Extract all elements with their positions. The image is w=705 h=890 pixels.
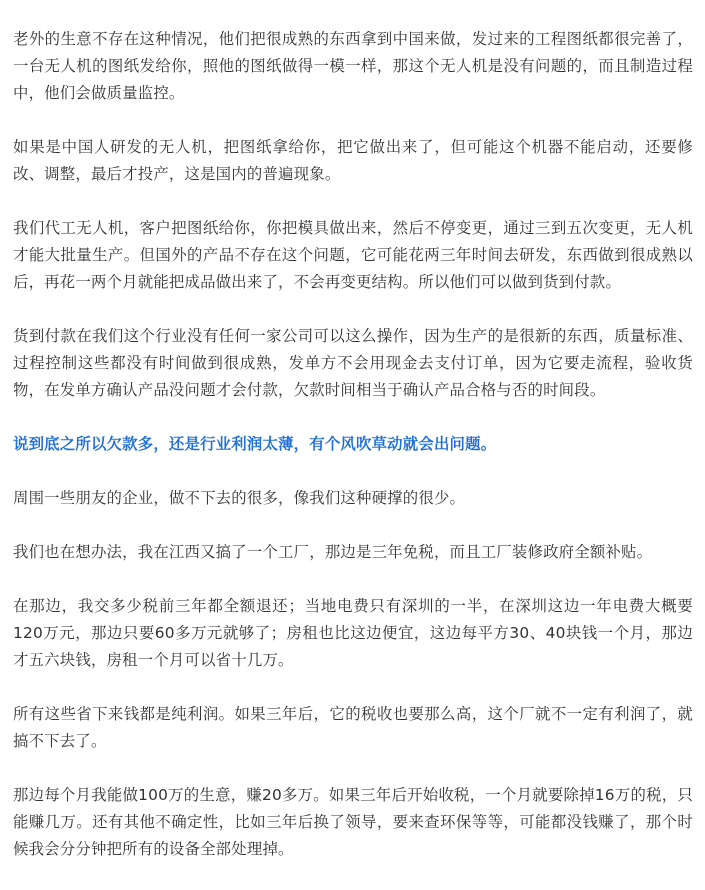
- paragraph-7: 我们也在想办法，我在江西又搞了一个工厂，那边是三年免税，而且工厂装修政府全额补贴。: [13, 543, 653, 561]
- paragraph-2: 如果是中国人研发的无人机，把图纸拿给你，把它做出来了，但可能这个机器不能启动，还要修改、调整，最后才投产，这是国内的普遍现象。: [13, 138, 693, 183]
- paragraph-1: 老外的生意不存在这种情况，他们把很成熟的东西拿到中国来做，发过来的工程图纸都很完善了，一台无人机的图纸发给你，照他的图纸做得一模一样，那这个无人机是没有问题的，而且制造过程中，他们会做质量监控。: [13, 30, 693, 102]
- paragraph-3: 我们代工无人机，客户把图纸给你，你把模具做出来，然后不停变更，通过三到五次变更，无人机才能大批量生产。但国外的产品不存在这个问题，它可能花两三年时间去研发，东西做到很成熟以后，再花一两个月就能把成品做出来了，不会再变更结构。所以他们可以做到货到付款。: [13, 219, 693, 291]
- paragraph-6: 周围一些朋友的企业，做不下去的很多，像我们这种硬撑的很少。: [13, 489, 466, 507]
- paragraph-4: 货到付款在我们这个行业没有任何一家公司可以这么操作，因为生产的是很新的东西，质量标准、过程控制这些都没有时间做到很成熟，发单方不会用现金去支付订单，因为它要走流程，验收货物，在发单方确认产品没问题才会付款，欠款时间相当于确认产品合格与否的时间段。: [13, 327, 693, 399]
- article-body: [13, 26, 693, 890]
- paragraph-10: 那边每个月我能做100万的生意，赚20多万。如果三年后开始收税，一个月就要除掉16万的税，只能赚几万。还有其他不确定性，比如三年后换了领导，要来查环保等等，可能都没钱赚了，那个时候我会分分钟把所有的设备全部处理掉。: [13, 786, 693, 858]
- highlighted-paragraph: 说到底之所以欠款多，还是行业利润太薄，有个风吹草动就会出问题。: [13, 435, 497, 453]
- paragraph-9: 所有这些省下来钱都是纯利润。如果三年后，它的税收也要那么高，这个厂就不一定有利润了，就搞不下去了。: [13, 705, 693, 750]
- paragraph-8: 在那边，我交多少税前三年都全额退还；当地电费只有深圳的一半，在深圳这边一年电费大概要120万元，那边只要60多万元就够了；房租也比这边便宜，这边每平方30、40块钱一个月，那边才五六块钱，房租一个月可以省十几万。: [13, 597, 693, 669]
